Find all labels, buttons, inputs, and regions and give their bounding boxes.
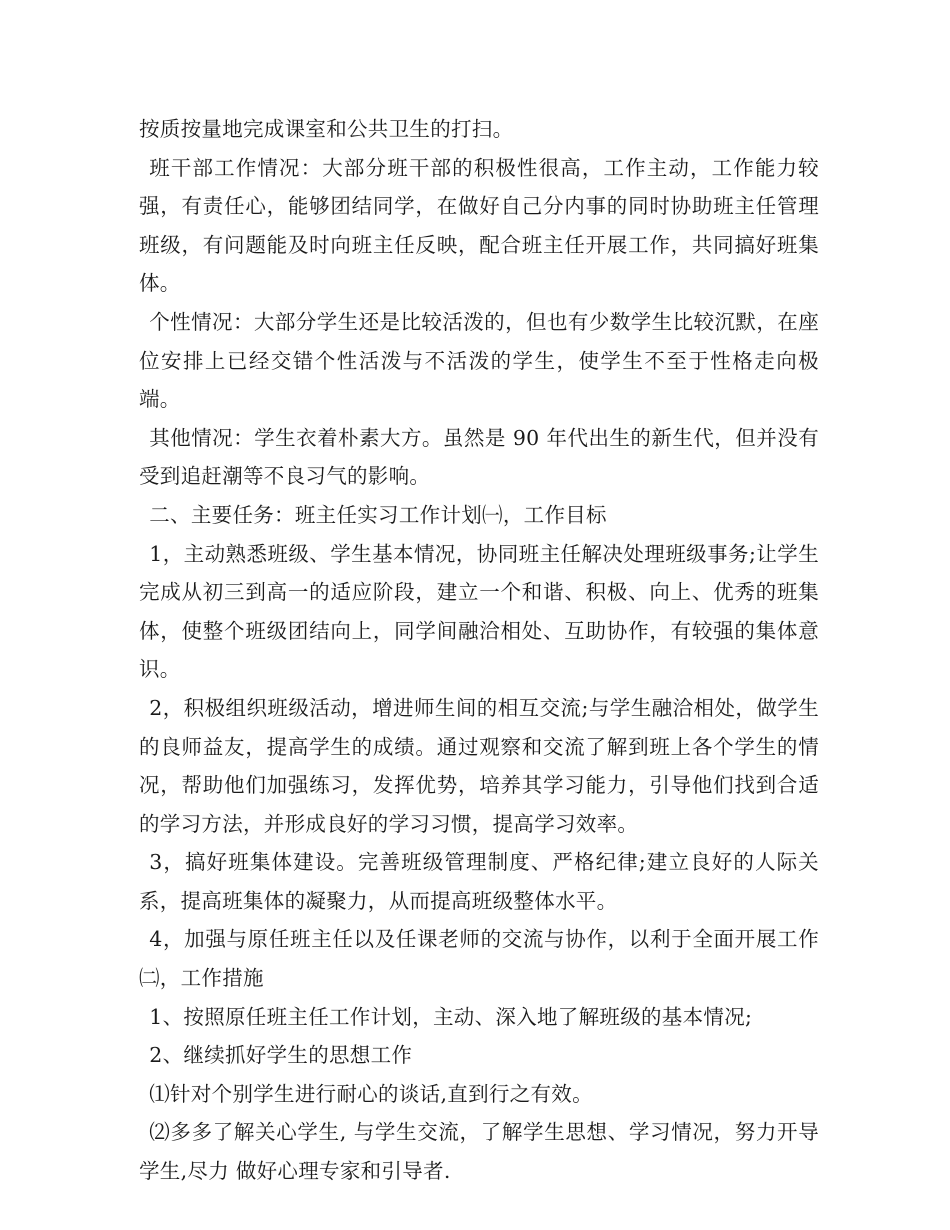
document-body bbox=[139, 110, 819, 1191]
paragraph-2: 班干部工作情况：大部分班干部的积极性很高，工作主动，工作能力较强，有责任心，能够团结同学，在做好自己分内事的同时协助班主任管理班级，有问题能及时向班主任反映，配合班主任开展工作，共同搞好班集体。 bbox=[139, 155, 819, 296]
paragraph-6: 1，主动熟悉班级、学生基本情况，协同班主任解决处理班级事务;让学生完成从初三到高一的适应阶段，建立一个和谐、积极、向上、优秀的班集体，使整个班级团结向上，同学间融洽相处、互助协作，有较强的集体意识。 bbox=[139, 541, 819, 682]
paragraph-1: 按质按量地完成课室和公共卫生的打扫。 bbox=[139, 117, 514, 141]
paragraph-9: 4，加强与原任班主任以及任课老师的交流与协作，以利于全面开展工作 ㈡，工作措施 bbox=[139, 927, 819, 991]
paragraph-11: 2、继续抓好学生的思想工作 bbox=[149, 1043, 413, 1068]
paragraph-13: ⑵多多了解关心学生, 与学生交流，了解学生思想、学习情况，努力开导学生,尽力 做好心理专家和引导者. bbox=[139, 1120, 819, 1184]
paragraph-10: 1、按照原任班主任工作计划，主动、深入地了解班级的基本情况; bbox=[149, 1004, 753, 1029]
paragraph-4: 其他情况：学生衣着朴素大方。虽然是 90 年代出生的新生代，但并没有受到追赶潮等不良习气的影响。 bbox=[139, 425, 819, 489]
paragraph-8: 3，搞好班集体建设。完善班级管理制度、严格纪律;建立良好的人际关系，提高班集体的凝聚力，从而提高班级整体水平。 bbox=[139, 850, 819, 913]
paragraph-5: 二、主要任务：班主任实习工作计划㈠，工作目标 bbox=[149, 502, 607, 527]
paragraph-12: ⑴针对个别学生进行耐心的谈话,直到行之有效。 bbox=[149, 1081, 593, 1106]
paragraph-3: 个性情况：大部分学生还是比较活泼的，但也有少数学生比较沉默，在座位安排上已经交错个性活泼与不活泼的学生，使学生不至于性格走向极端。 bbox=[139, 309, 819, 412]
paragraph-7: 2，积极组织班级活动，增进师生间的相互交流;与学生融洽相处，做学生的良师益友，提高学生的成绩。通过观察和交流了解到班上各个学生的情况，帮助他们加强练习，发挥优势，培养其学习能力，引导他们找到合适的学习方法，并形成良好的学习习惯，提高学习效率。 bbox=[139, 695, 819, 836]
